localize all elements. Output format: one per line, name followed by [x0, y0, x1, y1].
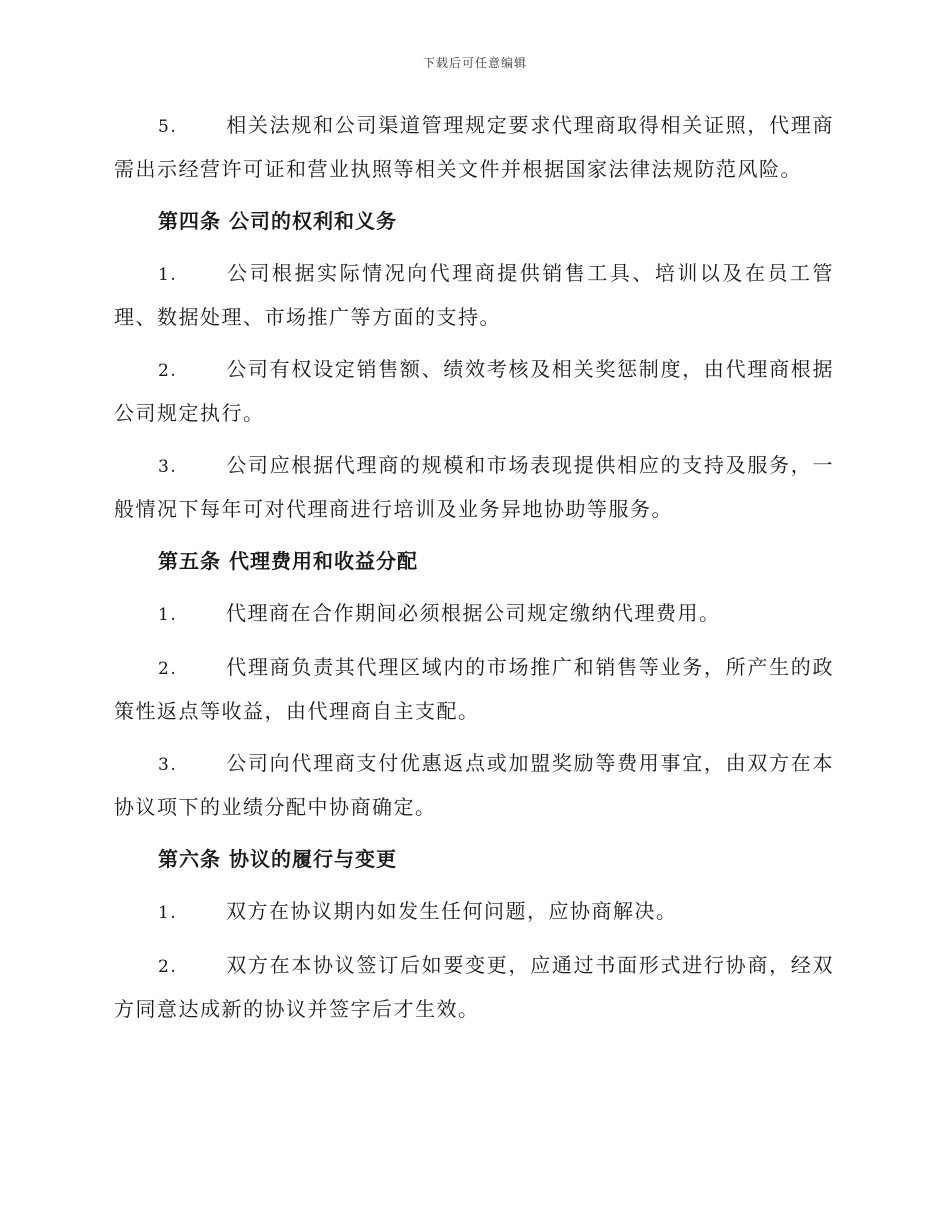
item-number: 1.	[158, 605, 178, 625]
article-title: 公司的权利和义务	[229, 209, 397, 233]
item-text: 代理商负责其代理区域内的市场推广和销售等业务，所产生的政策性返点等收益，由代理商自主支配。	[114, 655, 834, 723]
clause-item	[114, 592, 834, 636]
item-number: 5.	[158, 117, 178, 137]
item-text: 公司向代理商支付优惠返点或加盟奖励等费用事宜，由双方在本协议项下的业绩分配中协商确定。	[114, 751, 834, 819]
clause-item	[114, 890, 834, 934]
item-number: 1.	[158, 265, 178, 285]
clause-item	[114, 944, 834, 1030]
item-text: 相关法规和公司渠道管理规定要求代理商取得相关证照，代理商需出示经营许可证和营业执照等相关文件并根据国家法律法规防范风险。	[114, 113, 834, 181]
clause-item	[114, 742, 834, 828]
article-label: 第四条	[158, 209, 221, 233]
clause-item	[114, 348, 834, 434]
item-text: 公司根据实际情况向代理商提供销售工具、培训以及在员工管理、数据处理、市场推广等方面的支持。	[114, 261, 834, 329]
clause-item	[114, 252, 834, 338]
item-number: 2.	[158, 659, 178, 679]
item-text: 双方在本协议签订后如要变更，应通过书面形式进行协商，经双方同意达成新的协议并签字后才生效。	[114, 953, 834, 1021]
item-text: 公司应根据代理商的规模和市场表现提供相应的支持及服务，一般情况下每年可对代理商进行培训及业务异地协助等服务。	[114, 453, 834, 521]
article-heading	[114, 838, 834, 880]
article-heading	[114, 540, 834, 582]
item-number: 3.	[158, 755, 178, 775]
document-body	[114, 104, 834, 1040]
item-text: 代理商在合作期间必须根据公司规定缴纳代理费用。	[226, 601, 721, 625]
article-label: 第六条	[158, 847, 221, 871]
article-label: 第五条	[158, 549, 221, 573]
item-number: 3.	[158, 457, 178, 477]
item-number: 2.	[158, 957, 178, 977]
page-header: 下载后可任意编辑	[422, 56, 527, 70]
item-text: 双方在协议期内如发生任何问题，应协商解决。	[226, 899, 678, 923]
clause-item	[114, 646, 834, 732]
item-number: 1.	[158, 903, 178, 923]
article-heading	[114, 200, 834, 242]
clause-item	[114, 104, 834, 190]
article-title: 代理费用和收益分配	[229, 549, 418, 573]
item-text: 公司有权设定销售额、绩效考核及相关奖惩制度，由代理商根据公司规定执行。	[114, 357, 834, 425]
clause-item	[114, 444, 834, 530]
article-title: 协议的履行与变更	[229, 847, 397, 871]
item-number: 2.	[158, 361, 178, 381]
